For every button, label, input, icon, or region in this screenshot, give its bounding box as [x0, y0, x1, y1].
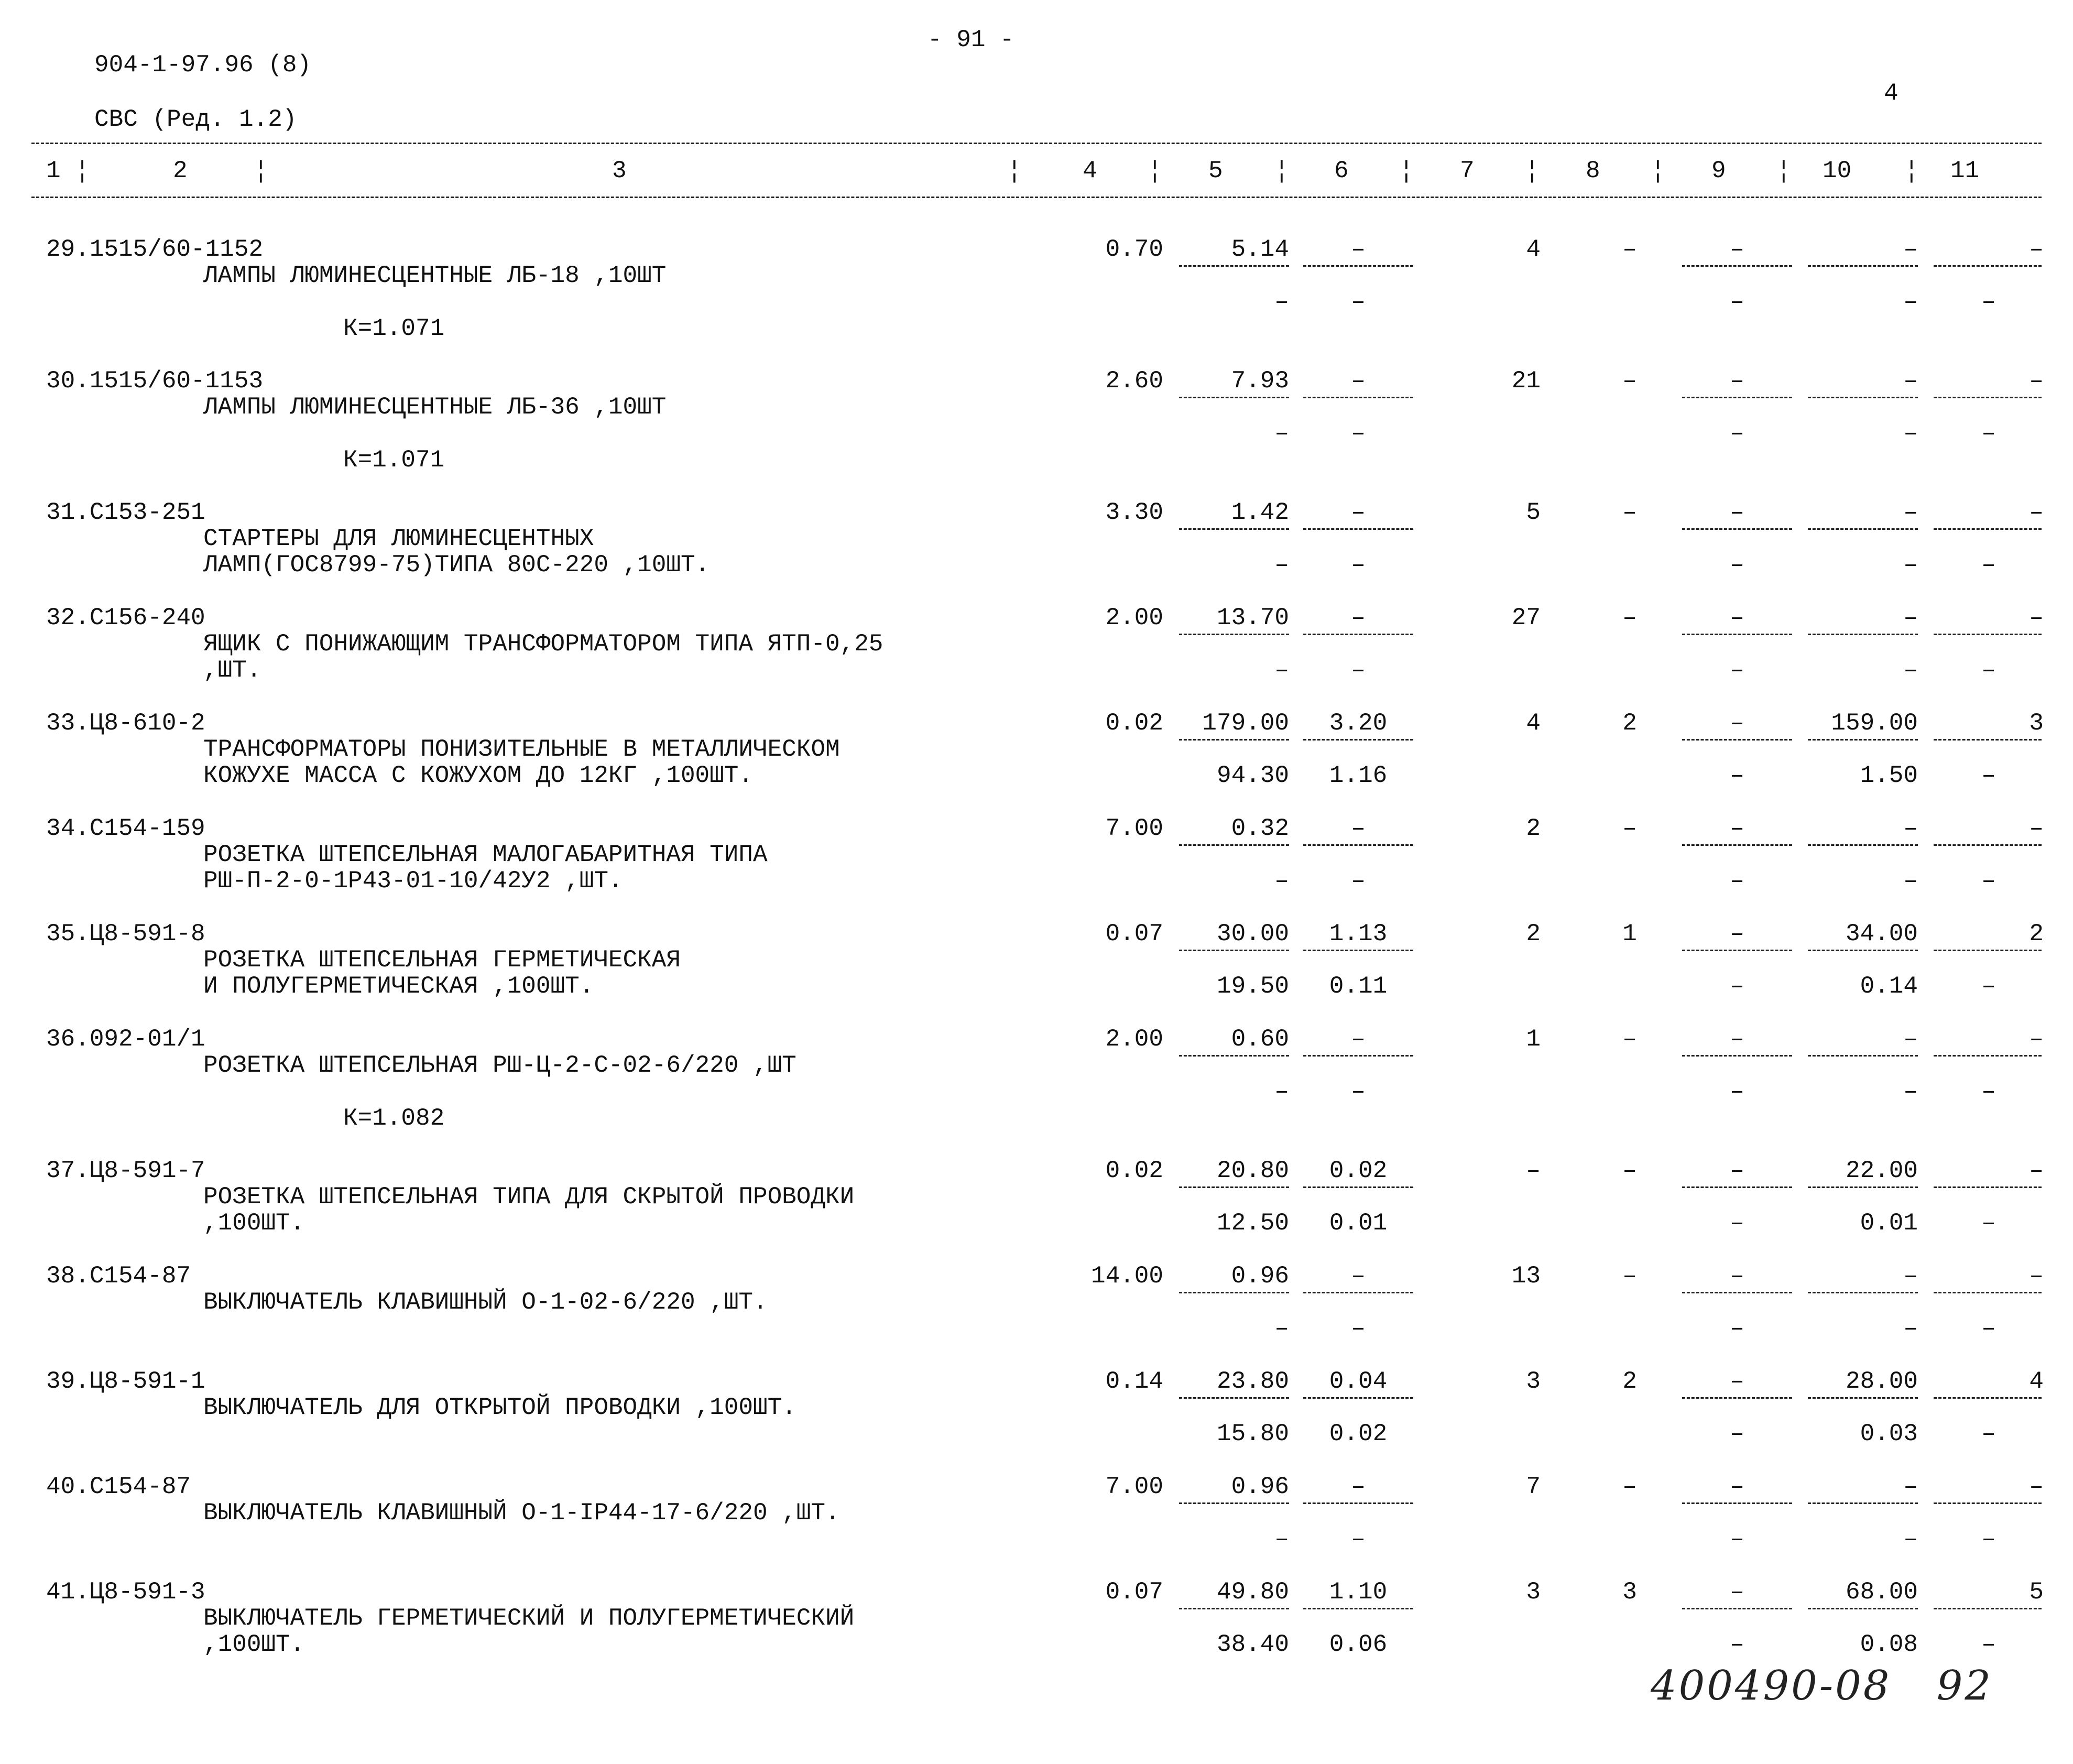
- fraction-divider: [1682, 1186, 1792, 1188]
- col6-value: –: [1351, 1473, 1366, 1500]
- fraction-divider: [1179, 1608, 1289, 1609]
- col10-lower-value: –: [1903, 1526, 1918, 1553]
- col10-lower-value: –: [1903, 551, 1918, 579]
- col5-lower-value: 38.40: [1216, 1631, 1289, 1658]
- fraction-divider: [1934, 950, 2042, 951]
- fraction-divider: [1303, 739, 1413, 741]
- header-bottom-rule: [31, 197, 2042, 198]
- col8-value: –: [1622, 367, 1637, 395]
- col7-value: 4: [1526, 710, 1541, 737]
- col7-value: 13: [1511, 1262, 1541, 1290]
- col7-value: 7: [1526, 1473, 1541, 1500]
- col6-value: –: [1351, 1026, 1366, 1053]
- col6-lower-value: –: [1351, 551, 1366, 579]
- col8-value: 2: [1622, 710, 1637, 737]
- col6-value: 3.20: [1329, 710, 1388, 737]
- col6-lower-value: 0.06: [1329, 1631, 1388, 1658]
- fraction-divider: [1303, 950, 1413, 951]
- col8-value: 2: [1622, 1368, 1637, 1395]
- item-description: КОЖУХЕ МАССА С КОЖУХОМ ДО 12КГ ,100ШТ.: [203, 762, 753, 789]
- col6-lower-value: –: [1351, 1526, 1366, 1553]
- col6-value: –: [1351, 815, 1366, 842]
- col6-value: 0.04: [1329, 1368, 1388, 1395]
- fraction-divider: [1808, 528, 1918, 530]
- col5-lower-value: –: [1274, 420, 1289, 447]
- column-header-9: 9: [1711, 157, 1726, 184]
- fraction-divider: [1682, 1292, 1792, 1293]
- fraction-divider: [1303, 1502, 1413, 1504]
- col11-lower-value: –: [1981, 973, 1996, 1000]
- col4-value: 2.00: [1105, 604, 1163, 631]
- fraction-divider: [1934, 1502, 2042, 1504]
- fraction-divider: [1179, 739, 1289, 741]
- col9-lower-value: –: [1730, 657, 1744, 684]
- col11-lower-value: –: [1981, 657, 1996, 684]
- coefficient-label: К=1.071: [343, 447, 445, 474]
- col5-lower-value: –: [1274, 1315, 1289, 1342]
- col5-lower-value: –: [1274, 1078, 1289, 1105]
- col11-value: –: [2029, 499, 2044, 526]
- fraction-divider: [1808, 1055, 1918, 1057]
- item-code: 41.Ц8-591-3: [46, 1578, 205, 1606]
- item-code: 30.1515/60-1153: [46, 367, 264, 395]
- col5-value: 0.60: [1231, 1026, 1289, 1053]
- col8-value: –: [1622, 1473, 1637, 1500]
- column-header-7: 7: [1460, 157, 1475, 184]
- column-separator: ¦: [254, 157, 268, 184]
- col9-lower-value: –: [1730, 1526, 1744, 1553]
- col10-lower-value: –: [1903, 867, 1918, 895]
- col6-value: –: [1351, 499, 1366, 526]
- col10-value: 68.00: [1845, 1578, 1918, 1606]
- col8-value: –: [1622, 1262, 1637, 1290]
- col11-lower-value: –: [1981, 762, 1996, 789]
- col11-lower-value: –: [1981, 1631, 1996, 1658]
- col4-value: 7.00: [1105, 815, 1163, 842]
- col10-value: 28.00: [1845, 1368, 1918, 1395]
- item-description: ЛАМП(ГОС8799-75)ТИПА 80С-220 ,10ШТ.: [203, 551, 710, 579]
- col7-value: 27: [1511, 604, 1541, 631]
- fraction-divider: [1303, 397, 1413, 398]
- column-separator: ¦: [1904, 157, 1919, 184]
- col5-lower-value: 94.30: [1216, 762, 1289, 789]
- col9-value: –: [1730, 815, 1744, 842]
- col8-value: –: [1622, 604, 1637, 631]
- fraction-divider: [1682, 844, 1792, 846]
- item-code: 35.Ц8-591-8: [46, 920, 205, 948]
- col9-lower-value: –: [1730, 420, 1744, 447]
- col4-value: 0.70: [1105, 236, 1163, 263]
- fraction-divider: [1303, 1055, 1413, 1057]
- item-description: РШ-П-2-0-1Р43-01-10/42У2 ,ШТ.: [203, 867, 623, 895]
- col9-lower-value: –: [1730, 1210, 1744, 1237]
- col7-value: 21: [1511, 367, 1541, 395]
- fraction-divider: [1179, 950, 1289, 951]
- col11-lower-value: –: [1981, 1210, 1996, 1237]
- col5-lower-value: –: [1274, 288, 1289, 315]
- col11-lower-value: –: [1981, 288, 1996, 315]
- fraction-divider: [1808, 1502, 1918, 1504]
- sheet-number: 4: [1884, 80, 1899, 107]
- col7-value: 2: [1526, 920, 1541, 948]
- col6-value: –: [1351, 604, 1366, 631]
- col11-lower-value: –: [1981, 1078, 1996, 1105]
- fraction-divider: [1179, 1055, 1289, 1057]
- column-header-1: 1 ¦: [46, 157, 90, 184]
- fraction-divider: [1682, 265, 1792, 267]
- column-header-8: 8: [1586, 157, 1600, 184]
- col4-value: 0.07: [1105, 1578, 1163, 1606]
- col11-value: –: [2029, 815, 2044, 842]
- col6-lower-value: 0.11: [1329, 973, 1388, 1000]
- item-description: РОЗЕТКА ШТЕПСЕЛЬНАЯ МАЛОГАБАРИТНАЯ ТИПА: [203, 841, 768, 868]
- col11-value: –: [2029, 1262, 2044, 1290]
- fraction-divider: [1934, 844, 2042, 846]
- col4-value: 3.30: [1105, 499, 1163, 526]
- col10-lower-value: –: [1903, 1078, 1918, 1105]
- col8-value: 1: [1622, 920, 1637, 948]
- col10-lower-value: –: [1903, 420, 1918, 447]
- col7-value: 4: [1526, 236, 1541, 263]
- column-separator: ¦: [1148, 157, 1162, 184]
- col4-value: 14.00: [1090, 1262, 1163, 1290]
- item-description: РОЗЕТКА ШТЕПСЕЛЬНАЯ РШ-Ц-2-С-02-6/220 ,ШТ: [203, 1052, 797, 1079]
- col6-lower-value: –: [1351, 288, 1366, 315]
- fraction-divider: [1682, 950, 1792, 951]
- col11-value: 5: [2029, 1578, 2044, 1606]
- fraction-divider: [1682, 1502, 1792, 1504]
- fraction-divider: [1934, 265, 2042, 267]
- col10-value: –: [1903, 367, 1918, 395]
- col4-value: 2.00: [1105, 1026, 1163, 1053]
- item-description: ВЫКЛЮЧАТЕЛЬ КЛАВИШНЫЙ О-1-IP44-17-6/220 ,ШТ.: [203, 1499, 840, 1527]
- col11-lower-value: –: [1981, 1315, 1996, 1342]
- fraction-divider: [1934, 1055, 2042, 1057]
- fraction-divider: [1682, 739, 1792, 741]
- column-separator: ¦: [1007, 157, 1022, 184]
- col9-value: –: [1730, 710, 1744, 737]
- fraction-divider: [1808, 1186, 1918, 1188]
- col6-value: –: [1351, 367, 1366, 395]
- item-description: ,100ШТ.: [203, 1210, 305, 1237]
- fraction-divider: [1303, 1608, 1413, 1609]
- fraction-divider: [1303, 634, 1413, 635]
- col9-lower-value: –: [1730, 762, 1744, 789]
- col6-value: 0.02: [1329, 1157, 1388, 1184]
- col5-value: 0.96: [1231, 1262, 1289, 1290]
- col11-lower-value: –: [1981, 867, 1996, 895]
- col10-lower-value: 0.08: [1860, 1631, 1918, 1658]
- col4-value: 0.02: [1105, 1157, 1163, 1184]
- col9-lower-value: –: [1730, 288, 1744, 315]
- fraction-divider: [1934, 1186, 2042, 1188]
- item-description: ЯЩИК С ПОНИЖАЮЩИМ ТРАНСФОРМАТОРОМ ТИПА ЯТП-0,25: [203, 630, 883, 658]
- item-code: 36.092-01/1: [46, 1026, 205, 1053]
- col5-value: 0.96: [1231, 1473, 1289, 1500]
- item-description: РОЗЕТКА ШТЕПСЕЛЬНАЯ ТИПА ДЛЯ СКРЫТОЙ ПРОВОДКИ: [203, 1183, 855, 1211]
- col10-lower-value: –: [1903, 288, 1918, 315]
- column-separator: ¦: [1776, 157, 1791, 184]
- fraction-divider: [1808, 634, 1918, 635]
- item-description: ЛАМПЫ ЛЮМИНЕСЦЕНТНЫЕ ЛБ-36 ,10ШТ: [203, 394, 667, 421]
- fraction-divider: [1179, 1292, 1289, 1293]
- item-description: И ПОЛУГЕРМЕТИЧЕСКАЯ ,100ШТ.: [203, 973, 594, 1000]
- col11-value: –: [2029, 1026, 2044, 1053]
- col10-value: –: [1903, 815, 1918, 842]
- fraction-divider: [1682, 397, 1792, 398]
- fraction-divider: [1808, 950, 1918, 951]
- col5-lower-value: –: [1274, 1526, 1289, 1553]
- col11-lower-value: –: [1981, 1526, 1996, 1553]
- fraction-divider: [1179, 1502, 1289, 1504]
- item-description: ВЫКЛЮЧАТЕЛЬ ДЛЯ ОТКРЫТОЙ ПРОВОДКИ ,100ШТ.: [203, 1394, 797, 1421]
- col8-value: 3: [1622, 1578, 1637, 1606]
- col10-lower-value: 0.01: [1860, 1210, 1918, 1237]
- fraction-divider: [1303, 528, 1413, 530]
- col10-lower-value: 0.14: [1860, 973, 1918, 1000]
- item-code: 31.С153-251: [46, 499, 205, 526]
- col6-lower-value: –: [1351, 867, 1366, 895]
- col9-lower-value: –: [1730, 1631, 1744, 1658]
- item-code: 32.С156-240: [46, 604, 205, 631]
- column-header-11: 11: [1950, 157, 1980, 184]
- item-code: 39.Ц8-591-1: [46, 1368, 205, 1395]
- fraction-divider: [1934, 528, 2042, 530]
- col7-value: 3: [1526, 1578, 1541, 1606]
- col7-value: –: [1526, 1157, 1541, 1184]
- col10-value: –: [1903, 1026, 1918, 1053]
- item-code: 29.1515/60-1152: [46, 236, 264, 263]
- col6-lower-value: –: [1351, 657, 1366, 684]
- item-description: ВЫКЛЮЧАТЕЛЬ КЛАВИШНЫЙ О-1-02-6/220 ,ШТ.: [203, 1289, 768, 1316]
- fraction-divider: [1934, 397, 2042, 398]
- col6-lower-value: –: [1351, 420, 1366, 447]
- item-description: ТРАНСФОРМАТОРЫ ПОНИЗИТЕЛЬНЫЕ В МЕТАЛЛИЧЕСКОМ: [203, 736, 840, 763]
- fraction-divider: [1682, 1608, 1792, 1609]
- col7-value: 2: [1526, 815, 1541, 842]
- fraction-divider: [1808, 265, 1918, 267]
- col6-lower-value: 0.02: [1329, 1420, 1388, 1447]
- col5-value: 1.42: [1231, 499, 1289, 526]
- col7-value: 1: [1526, 1026, 1541, 1053]
- col11-value: –: [2029, 236, 2044, 263]
- col9-value: –: [1730, 1157, 1744, 1184]
- fraction-divider: [1808, 844, 1918, 846]
- coefficient-label: К=1.082: [343, 1105, 445, 1132]
- col9-lower-value: –: [1730, 1315, 1744, 1342]
- col9-value: –: [1730, 1026, 1744, 1053]
- col9-value: –: [1730, 604, 1744, 631]
- handwritten-inventory-number: 400490-08 92: [1651, 1662, 1993, 1709]
- fraction-divider: [1934, 1608, 2042, 1609]
- col6-value: 1.10: [1329, 1578, 1388, 1606]
- col11-value: 4: [2029, 1368, 2044, 1395]
- fraction-divider: [1808, 739, 1918, 741]
- col11-value: –: [2029, 367, 2044, 395]
- item-code: 34.С154-159: [46, 815, 205, 842]
- col6-lower-value: –: [1351, 1315, 1366, 1342]
- col5-lower-value: 19.50: [1216, 973, 1289, 1000]
- col9-lower-value: –: [1730, 973, 1744, 1000]
- fraction-divider: [1682, 634, 1792, 635]
- fraction-divider: [1682, 1055, 1792, 1057]
- column-separator: ¦: [1274, 157, 1289, 184]
- col11-lower-value: –: [1981, 420, 1996, 447]
- item-description: ,ШТ.: [203, 657, 261, 684]
- col11-value: –: [2029, 1157, 2044, 1184]
- col10-lower-value: 1.50: [1860, 762, 1918, 789]
- fraction-divider: [1808, 1292, 1918, 1293]
- fraction-divider: [1808, 1608, 1918, 1609]
- column-separator: ¦: [1399, 157, 1414, 184]
- fraction-divider: [1934, 1292, 2042, 1293]
- col8-value: –: [1622, 499, 1637, 526]
- col5-value: 30.00: [1216, 920, 1289, 948]
- col8-value: –: [1622, 815, 1637, 842]
- fraction-divider: [1179, 265, 1289, 267]
- item-description: РОЗЕТКА ШТЕПСЕЛЬНАЯ ГЕРМЕТИЧЕСКАЯ: [203, 946, 681, 974]
- col5-value: 13.70: [1216, 604, 1289, 631]
- fraction-divider: [1179, 397, 1289, 398]
- col10-value: –: [1903, 1473, 1918, 1500]
- col6-lower-value: –: [1351, 1078, 1366, 1105]
- item-code: 40.С154-87: [46, 1473, 191, 1500]
- fraction-divider: [1808, 397, 1918, 398]
- col11-lower-value: –: [1981, 551, 1996, 579]
- col11-value: –: [2029, 604, 2044, 631]
- col11-value: 2: [2029, 920, 2044, 948]
- col6-lower-value: 1.16: [1329, 762, 1388, 789]
- col5-value: 5.14: [1231, 236, 1289, 263]
- col5-value: 179.00: [1202, 710, 1289, 737]
- fraction-divider: [1303, 1186, 1413, 1188]
- col5-value: 23.80: [1216, 1368, 1289, 1395]
- col5-value: 20.80: [1216, 1157, 1289, 1184]
- fraction-divider: [1303, 844, 1413, 846]
- col10-lower-value: –: [1903, 1315, 1918, 1342]
- col4-value: 2.60: [1105, 367, 1163, 395]
- col9-value: –: [1730, 236, 1744, 263]
- col10-value: 34.00: [1845, 920, 1918, 948]
- fraction-divider: [1179, 844, 1289, 846]
- item-description: СТАРТЕРЫ ДЛЯ ЛЮМИНЕСЦЕНТНЫХ: [203, 525, 594, 552]
- col9-value: –: [1730, 1473, 1744, 1500]
- col5-lower-value: –: [1274, 867, 1289, 895]
- col9-value: –: [1730, 1368, 1744, 1395]
- fraction-divider: [1179, 634, 1289, 635]
- fraction-divider: [1682, 1397, 1792, 1399]
- col10-value: –: [1903, 1262, 1918, 1290]
- col8-value: –: [1622, 236, 1637, 263]
- column-header-5: 5: [1208, 157, 1223, 184]
- col11-lower-value: –: [1981, 1420, 1996, 1447]
- col10-value: –: [1903, 499, 1918, 526]
- col6-lower-value: 0.01: [1329, 1210, 1388, 1237]
- col10-value: –: [1903, 604, 1918, 631]
- header-top-rule: [31, 143, 2042, 144]
- document-code: 904-1-97.96 (8): [94, 51, 312, 79]
- col9-lower-value: –: [1730, 867, 1744, 895]
- fraction-divider: [1303, 1292, 1413, 1293]
- col9-value: –: [1730, 1262, 1744, 1290]
- col10-value: 159.00: [1831, 710, 1918, 737]
- item-description: ЛАМПЫ ЛЮМИНЕСЦЕНТНЫЕ ЛБ-18 ,10ШТ: [203, 262, 667, 289]
- item-code: 33.Ц8-610-2: [46, 710, 205, 737]
- col9-lower-value: –: [1730, 1420, 1744, 1447]
- col8-value: –: [1622, 1026, 1637, 1053]
- fraction-divider: [1179, 1397, 1289, 1399]
- item-code: 37.Ц8-591-7: [46, 1157, 205, 1184]
- fraction-divider: [1303, 265, 1413, 267]
- col6-value: –: [1351, 1262, 1366, 1290]
- column-header-3: 3: [612, 157, 627, 184]
- column-header-10: 10: [1823, 157, 1852, 184]
- col5-lower-value: –: [1274, 657, 1289, 684]
- col5-lower-value: –: [1274, 551, 1289, 579]
- col6-value: –: [1351, 236, 1366, 263]
- col4-value: 0.14: [1105, 1368, 1163, 1395]
- coefficient-label: К=1.071: [343, 315, 445, 342]
- fraction-divider: [1303, 1397, 1413, 1399]
- fraction-divider: [1808, 1397, 1918, 1399]
- col5-value: 7.93: [1231, 367, 1289, 395]
- col9-value: –: [1730, 499, 1744, 526]
- col9-value: –: [1730, 367, 1744, 395]
- col9-value: –: [1730, 1578, 1744, 1606]
- col5-lower-value: 12.50: [1216, 1210, 1289, 1237]
- column-separator: ¦: [1651, 157, 1665, 184]
- column-header-2: 2: [173, 157, 188, 184]
- col9-lower-value: –: [1730, 551, 1744, 579]
- column-separator: ¦: [1525, 157, 1540, 184]
- col9-value: –: [1730, 920, 1744, 948]
- col9-lower-value: –: [1730, 1078, 1744, 1105]
- col5-value: 0.32: [1231, 815, 1289, 842]
- col4-value: 0.02: [1105, 710, 1163, 737]
- col4-value: 0.07: [1105, 920, 1163, 948]
- item-description: ВЫКЛЮЧАТЕЛЬ ГЕРМЕТИЧЕСКИЙ И ПОЛУГЕРМЕТИЧЕСКИЙ: [203, 1605, 855, 1632]
- column-header-4: 4: [1083, 157, 1097, 184]
- col10-lower-value: –: [1903, 657, 1918, 684]
- col6-value: 1.13: [1329, 920, 1388, 948]
- col8-value: –: [1622, 1157, 1637, 1184]
- program-version: СВС (Ред. 1.2): [94, 106, 297, 133]
- col7-value: 3: [1526, 1368, 1541, 1395]
- item-code: 38.С154-87: [46, 1262, 191, 1290]
- page-number: - 91 -: [928, 26, 1014, 53]
- col10-lower-value: 0.03: [1860, 1420, 1918, 1447]
- item-description: ,100ШТ.: [203, 1631, 305, 1658]
- fraction-divider: [1179, 528, 1289, 530]
- col5-lower-value: 15.80: [1216, 1420, 1289, 1447]
- col10-value: 22.00: [1845, 1157, 1918, 1184]
- fraction-divider: [1934, 739, 2042, 741]
- col11-value: –: [2029, 1473, 2044, 1500]
- fraction-divider: [1179, 1186, 1289, 1188]
- col10-value: –: [1903, 236, 1918, 263]
- fraction-divider: [1934, 634, 2042, 635]
- fraction-divider: [1682, 528, 1792, 530]
- fraction-divider: [1934, 1397, 2042, 1399]
- column-header-6: 6: [1334, 157, 1349, 184]
- col4-value: 7.00: [1105, 1473, 1163, 1500]
- col7-value: 5: [1526, 499, 1541, 526]
- col5-value: 49.80: [1216, 1578, 1289, 1606]
- col11-value: 3: [2029, 710, 2044, 737]
